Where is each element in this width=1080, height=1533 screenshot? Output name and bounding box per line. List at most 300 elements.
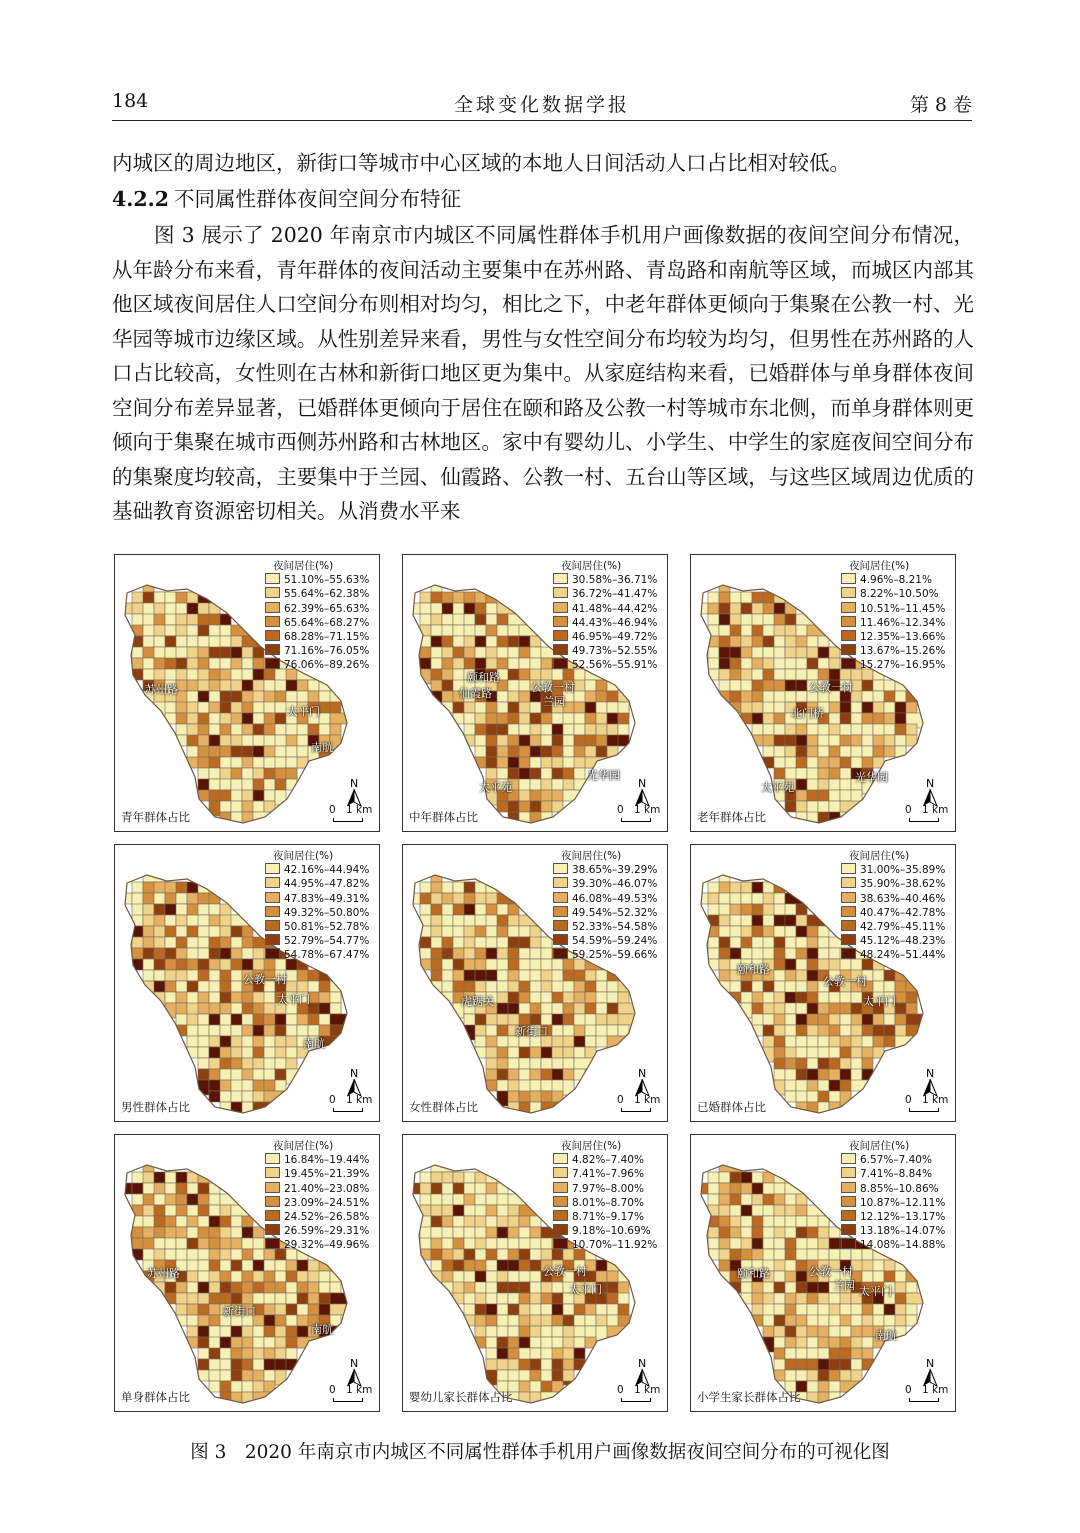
district-cell bbox=[242, 757, 253, 768]
legend-swatch bbox=[841, 1238, 856, 1249]
district-cell bbox=[330, 1014, 352, 1025]
legend-swatch bbox=[553, 602, 568, 613]
district-cell bbox=[508, 1091, 519, 1102]
district-cell bbox=[796, 959, 807, 970]
district-cell bbox=[519, 636, 530, 647]
place-label: 新街口 bbox=[223, 1305, 256, 1318]
legend-item bbox=[841, 892, 945, 906]
section-heading bbox=[112, 182, 974, 217]
district-cell bbox=[497, 658, 508, 669]
district-cell bbox=[442, 647, 453, 658]
district-cell bbox=[829, 1348, 840, 1359]
district-cell bbox=[719, 680, 730, 691]
district-cell bbox=[253, 757, 264, 768]
district-cell bbox=[607, 1025, 618, 1036]
district-cell bbox=[165, 1216, 176, 1227]
district-cell bbox=[242, 1337, 253, 1348]
district-cell bbox=[165, 1172, 176, 1183]
district-cell bbox=[431, 614, 442, 625]
legend-swatch bbox=[553, 877, 568, 888]
place-label: 南航 bbox=[311, 741, 333, 754]
legend-title: 夜间居住(%) bbox=[561, 560, 622, 572]
district-cell bbox=[519, 658, 530, 669]
district-cell bbox=[264, 1080, 275, 1091]
north-arrow-icon bbox=[631, 1067, 653, 1097]
district-cell bbox=[796, 647, 807, 658]
district-cell bbox=[242, 1047, 253, 1058]
district-cell bbox=[187, 1183, 198, 1194]
district-cell bbox=[464, 724, 475, 735]
district-cell bbox=[607, 1260, 629, 1271]
legend-range: 8.71%–9.17% bbox=[572, 1211, 644, 1224]
district-cell bbox=[431, 915, 442, 926]
district-cell bbox=[420, 1249, 431, 1260]
district-cell bbox=[719, 1172, 730, 1183]
district-cell bbox=[796, 1014, 807, 1025]
district-cell bbox=[596, 713, 607, 724]
district-cell bbox=[763, 948, 774, 959]
legend-range: 71.16%–76.05% bbox=[284, 645, 370, 658]
district-cell bbox=[330, 713, 352, 724]
district-cell bbox=[486, 926, 497, 937]
legend-range: 68.28%–71.15% bbox=[284, 631, 370, 644]
panel-title: 已婚群体占比 bbox=[697, 1100, 766, 1114]
district-cell bbox=[563, 970, 574, 981]
district-cell bbox=[884, 1036, 895, 1047]
district-cell bbox=[242, 1003, 253, 1014]
district-cell bbox=[253, 1091, 264, 1102]
district-cell bbox=[431, 1216, 442, 1227]
place-label: 北门桥 bbox=[791, 707, 824, 720]
legend-swatch bbox=[265, 892, 280, 903]
district-cell bbox=[165, 893, 176, 904]
district-cell bbox=[154, 893, 165, 904]
district-cell bbox=[220, 1025, 231, 1036]
district-cell bbox=[275, 1282, 286, 1293]
figure-caption: 图 3 2020 年南京市内城区不同属性群体手机用户画像数据夜间空间分布的可视化图 bbox=[190, 1442, 890, 1463]
district-cell bbox=[187, 981, 198, 992]
district-cell bbox=[763, 1205, 774, 1216]
district-cell bbox=[752, 926, 763, 937]
district-cell bbox=[475, 1036, 486, 1047]
district-cell bbox=[862, 1359, 884, 1370]
district-cell bbox=[154, 981, 165, 992]
district-cell bbox=[508, 746, 519, 757]
district-cell bbox=[264, 1271, 275, 1282]
district-cell bbox=[431, 1205, 442, 1216]
legend-item bbox=[265, 892, 369, 906]
district-cell bbox=[618, 1304, 629, 1315]
district-cell bbox=[796, 614, 818, 625]
district-cell bbox=[442, 915, 453, 926]
legend-range: 52.33%–54.58% bbox=[572, 921, 658, 934]
district-cell bbox=[541, 1326, 552, 1337]
district-cell bbox=[774, 636, 785, 647]
legend-swatch bbox=[265, 948, 280, 959]
district-cell bbox=[719, 1249, 730, 1260]
district-cell bbox=[198, 647, 209, 658]
map-legend bbox=[841, 849, 945, 963]
district-cell bbox=[209, 724, 220, 735]
legend-item bbox=[553, 1167, 657, 1181]
district-cell bbox=[187, 1315, 198, 1326]
scale-label-km: 1 km bbox=[346, 804, 373, 816]
district-cell bbox=[519, 669, 530, 680]
legend-swatch bbox=[841, 587, 856, 598]
legend-swatch bbox=[841, 920, 856, 931]
legend-range: 10.70%–11.92% bbox=[572, 1239, 658, 1252]
district-cell bbox=[231, 1014, 242, 1025]
district-cell bbox=[884, 724, 895, 735]
legend-swatch bbox=[553, 587, 568, 598]
district-cell bbox=[330, 992, 341, 1003]
district-cell bbox=[242, 1014, 253, 1025]
district-cell bbox=[264, 1348, 275, 1359]
district-cell bbox=[242, 1036, 253, 1047]
legend-item bbox=[841, 644, 945, 658]
district-cell bbox=[607, 1282, 618, 1293]
district-cell bbox=[508, 691, 519, 702]
district-cell bbox=[796, 669, 807, 680]
district-cell bbox=[884, 1271, 895, 1282]
scale-label-km: 1 km bbox=[346, 1384, 373, 1396]
map-panel bbox=[114, 554, 380, 832]
district-cell bbox=[209, 1003, 220, 1014]
district-cell bbox=[596, 981, 607, 992]
district-cell bbox=[442, 948, 453, 959]
place-label: 苏州路 bbox=[145, 683, 178, 696]
place-label: 光华园 bbox=[855, 771, 888, 784]
district-cell bbox=[231, 746, 242, 757]
district-cell bbox=[574, 981, 585, 992]
district-cell bbox=[607, 1326, 629, 1337]
legend-item bbox=[841, 1238, 945, 1252]
district-cell bbox=[519, 680, 530, 691]
district-cell bbox=[796, 1058, 807, 1069]
map-panel bbox=[402, 844, 668, 1122]
district-cell bbox=[420, 915, 431, 926]
scale-bar bbox=[329, 804, 373, 826]
district-cell bbox=[453, 1293, 464, 1304]
district-cell bbox=[552, 1315, 563, 1326]
scale-bar bbox=[617, 1094, 661, 1116]
district-cell bbox=[187, 1238, 198, 1249]
scale-bar bbox=[329, 1384, 373, 1406]
place-label: 公教一村 bbox=[809, 1265, 853, 1278]
district-cell bbox=[497, 768, 508, 779]
district-cell bbox=[730, 1216, 741, 1227]
district-cell bbox=[508, 735, 519, 746]
legend-range: 16.84%–19.44% bbox=[284, 1154, 370, 1167]
district-cell bbox=[453, 1172, 464, 1183]
district-cell bbox=[176, 1183, 187, 1194]
district-cell bbox=[719, 904, 730, 915]
district-cell bbox=[154, 937, 165, 948]
district-cell bbox=[198, 1047, 209, 1058]
north-label: N bbox=[926, 1067, 935, 1080]
district-cell bbox=[442, 1194, 453, 1205]
district-cell bbox=[796, 1047, 807, 1058]
district-cell bbox=[464, 1216, 475, 1227]
district-cell bbox=[530, 702, 541, 713]
district-cell bbox=[431, 1260, 442, 1271]
district-cell bbox=[253, 1025, 264, 1036]
district-cell bbox=[763, 1238, 774, 1249]
legend-item bbox=[553, 630, 657, 644]
district-cell bbox=[708, 948, 719, 959]
legend-item bbox=[841, 658, 945, 672]
district-cell bbox=[242, 1392, 253, 1407]
district-cell bbox=[165, 1183, 176, 1194]
district-cell bbox=[563, 1315, 574, 1326]
panel-title: 男性群体占比 bbox=[121, 1100, 190, 1114]
district-cell bbox=[719, 948, 730, 959]
north-label: N bbox=[350, 777, 359, 790]
district-cell bbox=[220, 970, 231, 981]
district-cell bbox=[530, 959, 541, 970]
district-cell bbox=[530, 1381, 541, 1392]
district-cell bbox=[154, 926, 165, 937]
place-label: 颐和路 bbox=[737, 1267, 770, 1280]
district-cell bbox=[807, 647, 818, 658]
district-cell bbox=[774, 1183, 785, 1194]
district-cell bbox=[796, 779, 807, 790]
district-cell bbox=[807, 1370, 818, 1381]
district-cell bbox=[198, 992, 209, 1003]
district-cell bbox=[840, 1293, 851, 1304]
district-cell bbox=[774, 1036, 785, 1047]
scale-label-zero: 0 bbox=[329, 1094, 336, 1106]
district-cell bbox=[708, 603, 719, 614]
legend-item bbox=[265, 906, 369, 920]
district-cell bbox=[209, 713, 220, 724]
legend-item bbox=[841, 1224, 945, 1238]
place-label: 太平门 bbox=[859, 1285, 892, 1298]
district-cell bbox=[774, 724, 785, 735]
legend-item bbox=[841, 587, 945, 601]
district-cell bbox=[275, 1271, 286, 1282]
district-cell bbox=[242, 746, 253, 757]
district-cell bbox=[198, 1337, 209, 1348]
district-cell bbox=[774, 1080, 785, 1095]
district-cell bbox=[741, 592, 752, 603]
district-cell bbox=[807, 915, 829, 926]
district-cell bbox=[209, 1271, 220, 1282]
legend-swatch bbox=[265, 1182, 280, 1193]
legend-range: 52.56%–55.91% bbox=[572, 659, 658, 672]
district-cell bbox=[297, 735, 308, 746]
district-cell bbox=[519, 1282, 530, 1293]
district-cell bbox=[618, 981, 629, 992]
legend-item bbox=[265, 920, 369, 934]
district-cell bbox=[475, 948, 486, 959]
legend-range: 10.51%–11.45% bbox=[860, 602, 946, 615]
legend-item bbox=[265, 863, 369, 877]
district-cell bbox=[442, 882, 453, 893]
district-cell bbox=[508, 713, 519, 724]
district-cell bbox=[741, 1205, 752, 1216]
legend-swatch bbox=[553, 630, 568, 641]
district-cell bbox=[420, 948, 431, 959]
district-cell bbox=[420, 882, 431, 893]
district-cell bbox=[431, 636, 442, 647]
legend-swatch bbox=[841, 863, 856, 874]
district-cell bbox=[807, 658, 818, 669]
district-cell bbox=[143, 658, 154, 669]
district-cell bbox=[176, 1205, 187, 1216]
district-cell bbox=[464, 948, 475, 959]
legend-range: 13.67%–15.26% bbox=[860, 645, 946, 658]
district-cell bbox=[475, 647, 486, 658]
district-cell bbox=[143, 970, 154, 981]
district-cell bbox=[220, 1326, 231, 1337]
district-cell bbox=[829, 1047, 840, 1058]
district-cell bbox=[708, 669, 719, 680]
district-cell bbox=[508, 614, 530, 625]
district-cell bbox=[541, 757, 552, 768]
scale-bar bbox=[905, 804, 949, 826]
district-cell bbox=[796, 1069, 807, 1080]
district-cell bbox=[220, 790, 231, 801]
district-cell bbox=[563, 724, 574, 735]
scale-label-km: 1 km bbox=[922, 1094, 949, 1106]
legend-item bbox=[265, 587, 369, 601]
legend-swatch bbox=[553, 573, 568, 584]
district-cell bbox=[530, 1058, 541, 1069]
district-cell bbox=[132, 625, 143, 636]
district-cell bbox=[774, 1315, 785, 1326]
district-cell bbox=[785, 1058, 796, 1069]
district-cell bbox=[763, 1282, 774, 1293]
journal-name: 全球变化数据学报 bbox=[453, 94, 630, 116]
district-cell bbox=[752, 702, 763, 713]
panel-title: 婴幼儿家长群体占比 bbox=[409, 1390, 513, 1404]
district-cell bbox=[719, 658, 730, 669]
district-cell bbox=[497, 1282, 508, 1293]
district-cell bbox=[763, 1326, 774, 1337]
map-panel bbox=[114, 1134, 380, 1412]
district-cell bbox=[442, 691, 453, 702]
district-cell bbox=[508, 702, 519, 713]
district-cell bbox=[319, 724, 330, 735]
district-cell bbox=[818, 757, 829, 768]
district-cell bbox=[807, 1337, 818, 1348]
district-cell bbox=[796, 1348, 807, 1359]
district-cell bbox=[508, 801, 519, 812]
district-cell bbox=[275, 1058, 286, 1069]
north-arrow-icon bbox=[631, 1357, 653, 1387]
district-cell bbox=[607, 1304, 618, 1315]
district-cell bbox=[585, 1025, 596, 1036]
district-cell bbox=[763, 926, 774, 937]
legend-item bbox=[553, 920, 657, 934]
district-cell bbox=[796, 724, 807, 735]
district-cell bbox=[286, 1025, 297, 1036]
north-arrow-icon bbox=[343, 1067, 365, 1097]
district-cell bbox=[862, 1304, 873, 1315]
district-cell bbox=[486, 1348, 497, 1359]
legend-swatch bbox=[841, 1153, 856, 1164]
district-cell bbox=[330, 1025, 352, 1036]
legend-item bbox=[841, 1153, 945, 1167]
district-cell bbox=[220, 1271, 231, 1282]
district-cell bbox=[242, 959, 253, 970]
district-cell bbox=[730, 680, 741, 691]
district-cell bbox=[453, 702, 464, 713]
district-cell bbox=[884, 680, 895, 691]
map-panel bbox=[690, 554, 956, 832]
district-cell bbox=[464, 937, 475, 948]
legend-item bbox=[553, 892, 657, 906]
page-header bbox=[112, 86, 972, 121]
district-cell bbox=[442, 680, 453, 691]
district-cell bbox=[763, 746, 774, 757]
district-cell bbox=[574, 724, 585, 735]
district-cell bbox=[840, 1025, 851, 1036]
district-cell bbox=[796, 1216, 807, 1227]
district-cell bbox=[198, 937, 209, 948]
district-cell bbox=[785, 1014, 796, 1025]
legend-swatch bbox=[553, 1196, 568, 1207]
legend-range: 7.97%–8.00% bbox=[572, 1182, 644, 1195]
legend-range: 54.78%–67.47% bbox=[284, 949, 370, 962]
district-cell bbox=[486, 757, 497, 768]
district-cell bbox=[453, 937, 464, 948]
district-cell bbox=[730, 691, 741, 702]
district-cell bbox=[807, 757, 818, 768]
district-cell bbox=[497, 1348, 508, 1359]
legend-item bbox=[841, 863, 945, 877]
district-cell bbox=[198, 1069, 209, 1080]
district-cell bbox=[574, 713, 585, 724]
district-cell bbox=[719, 603, 730, 614]
district-cell bbox=[198, 702, 209, 713]
district-cell bbox=[818, 1091, 829, 1102]
district-cell bbox=[851, 1047, 862, 1058]
district-cell bbox=[752, 1172, 763, 1183]
legend-swatch bbox=[553, 863, 568, 874]
district-cell bbox=[275, 1047, 286, 1058]
district-cell bbox=[486, 1337, 497, 1348]
north-arrow-icon bbox=[343, 1357, 365, 1387]
district-cell bbox=[275, 1359, 286, 1370]
district-cell bbox=[730, 625, 741, 636]
district-cell bbox=[785, 735, 796, 746]
district-cell bbox=[785, 992, 796, 1003]
map-panel bbox=[402, 1134, 668, 1412]
district-cell bbox=[132, 658, 143, 669]
district-cell bbox=[796, 768, 807, 779]
district-cell bbox=[708, 959, 719, 970]
district-cell bbox=[464, 1315, 475, 1326]
legend-swatch bbox=[553, 1210, 568, 1221]
district-cell bbox=[187, 636, 198, 647]
district-cell bbox=[741, 625, 752, 636]
district-cell bbox=[741, 680, 752, 691]
district-cell bbox=[442, 1216, 453, 1227]
district-cell bbox=[275, 757, 286, 768]
district-cell bbox=[796, 1337, 807, 1348]
legend-swatch bbox=[553, 658, 568, 669]
district-cell bbox=[231, 1216, 242, 1227]
district-cell bbox=[774, 1326, 785, 1337]
district-cell bbox=[851, 724, 862, 735]
district-cell bbox=[220, 746, 231, 757]
district-cell bbox=[840, 992, 851, 1003]
legend-item bbox=[553, 863, 657, 877]
district-cell bbox=[818, 746, 829, 757]
district-cell bbox=[220, 1359, 231, 1370]
